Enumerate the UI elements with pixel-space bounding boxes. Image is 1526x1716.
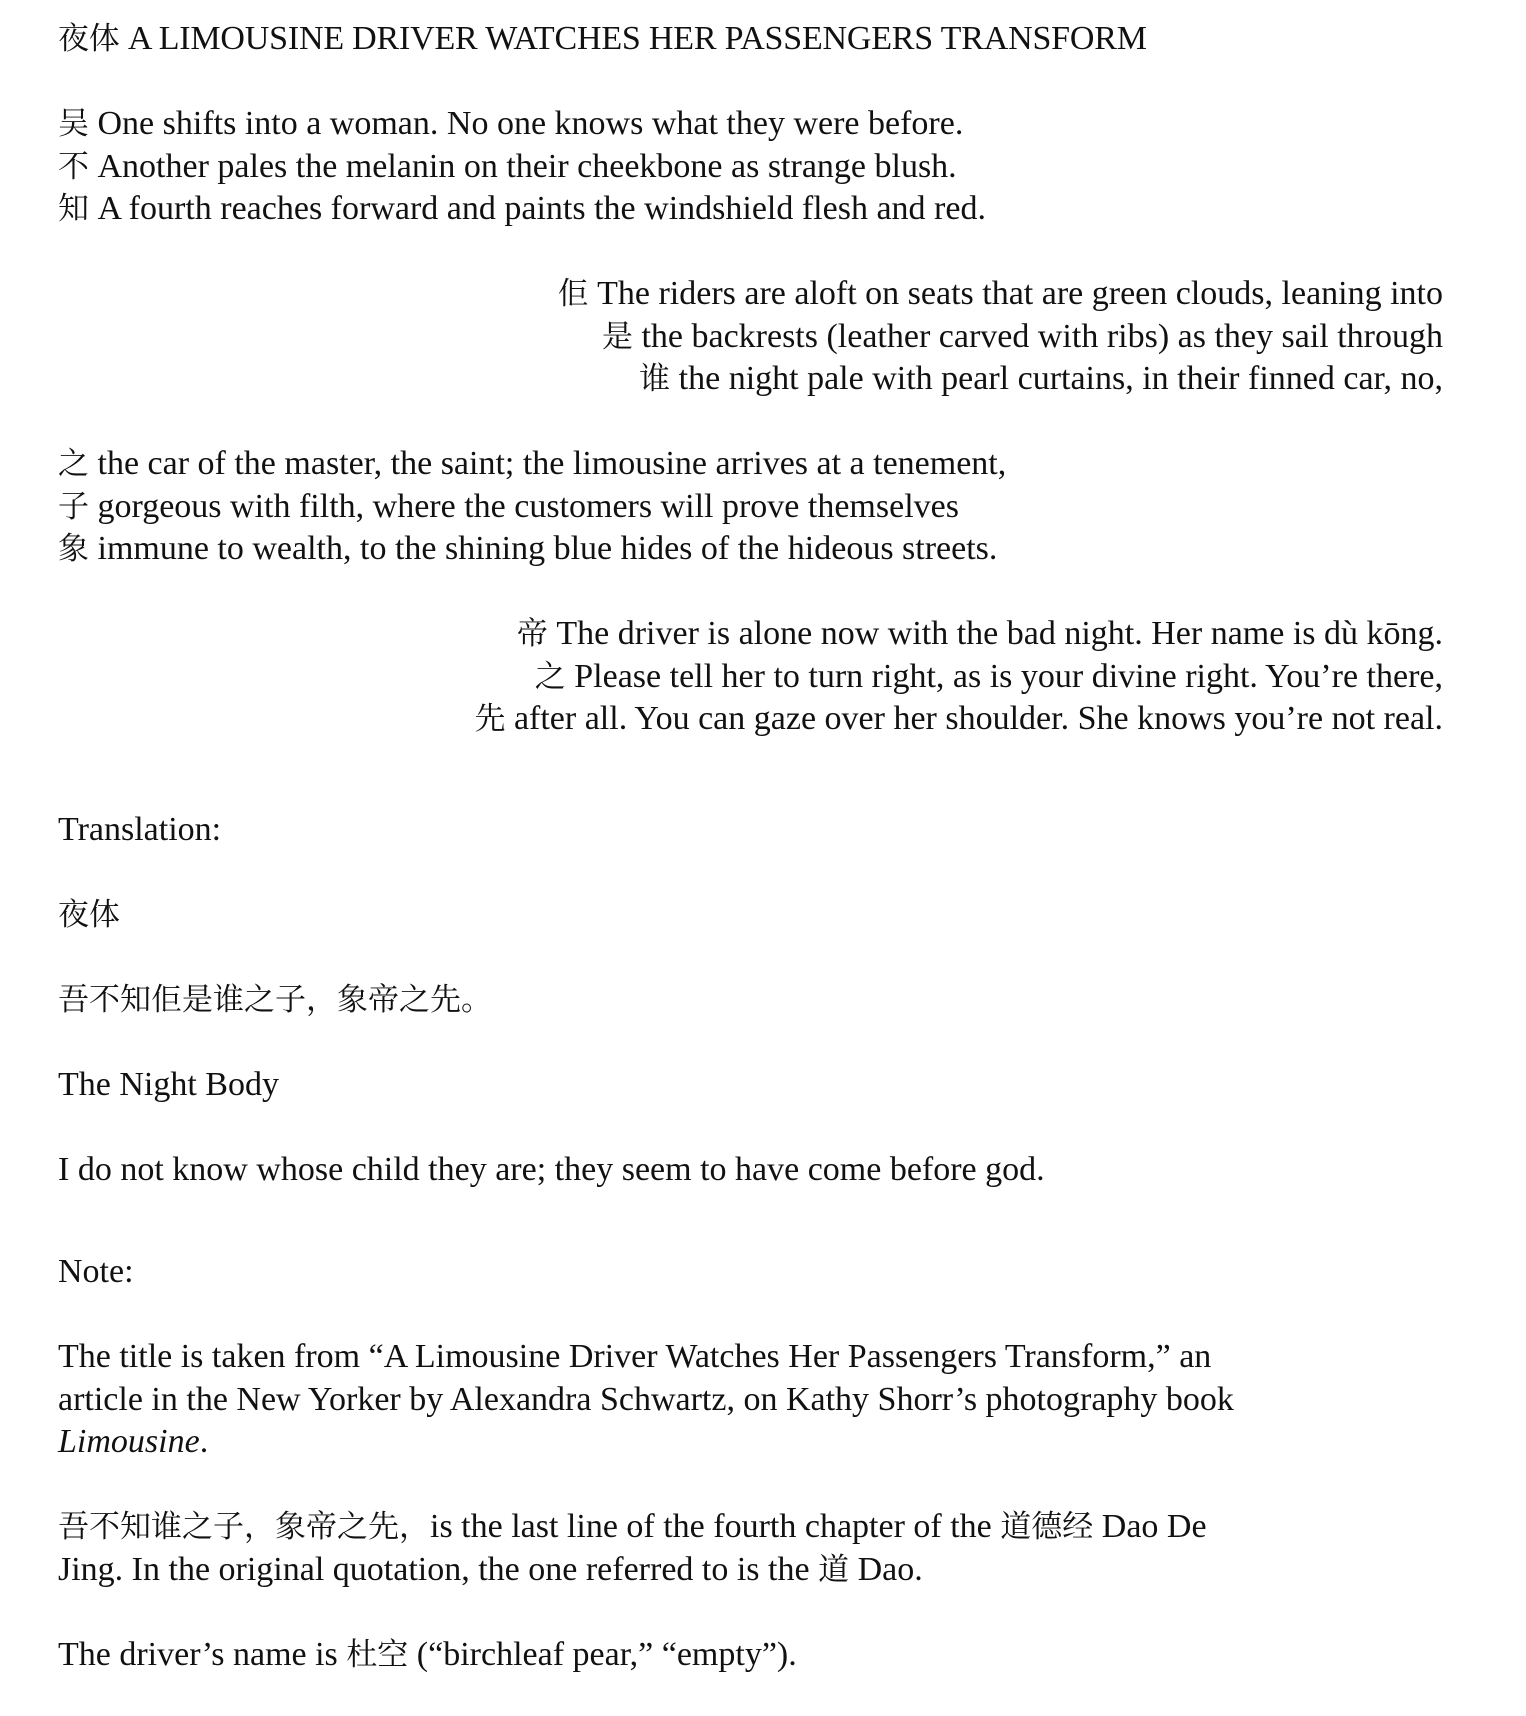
poem-line xyxy=(58,443,1443,486)
line-char: 之 xyxy=(534,658,566,695)
note-paragraph-3 xyxy=(58,1634,1443,1677)
driver-name-chinese: 杜空 xyxy=(346,1636,409,1673)
line-char: 知 xyxy=(58,191,89,227)
line-text: after all. You can gaze over her shoulder. She knows you’re not real. xyxy=(513,700,1443,737)
title-chinese: 夜体 xyxy=(58,21,120,57)
poem-line xyxy=(58,698,1443,741)
note-line xyxy=(58,1506,1443,1549)
line-text: the car of the master, the saint; the limousine arrives at a tenement, xyxy=(97,445,1007,482)
poem-line xyxy=(58,188,1443,231)
note-text: The driver’s name is xyxy=(58,1635,338,1673)
note-text: Jing. In the original quotation, the one referred to is the xyxy=(58,1550,810,1588)
stanza-1 xyxy=(58,103,1443,231)
note-text: Dao. xyxy=(857,1550,923,1588)
poem-line xyxy=(58,486,1443,529)
line-text: the backrests (leather carved with ribs) as they sail through xyxy=(641,317,1443,355)
note-line: article in the New Yorker by Alexandra Schwartz, on Kathy Shorr’s photography book xyxy=(58,1380,1234,1418)
note-paragraph-2 xyxy=(58,1506,1443,1591)
line-text: Another pales the melanin on their cheekbone as strange blush. xyxy=(97,147,957,185)
dao-de-jing-chinese: 道德经 xyxy=(1000,1509,1094,1545)
poem-title xyxy=(58,18,1443,61)
stanza-3 xyxy=(58,443,1443,571)
poem-line xyxy=(58,656,1443,699)
note-text: Dao De xyxy=(1101,1508,1207,1545)
translation-line-chinese: 吾不知佢是谁之子，象帝之先。 xyxy=(58,981,492,1018)
line-text: The driver is alone now with the bad night. Her name is dù kōng. xyxy=(556,615,1443,652)
poem-line xyxy=(58,146,1443,189)
translation-title-english: The Night Body xyxy=(58,1065,279,1103)
line-text: One shifts into a woman. No one knows what they were before. xyxy=(97,105,964,142)
translation-line-english: I do not know whose child they are; they seem to have come before god. xyxy=(58,1150,1045,1188)
line-text: gorgeous with filth, where the customers will prove themselves xyxy=(97,487,959,525)
note-paragraph-1 xyxy=(58,1336,1443,1464)
line-char: 佢 xyxy=(557,276,589,312)
poem-line xyxy=(58,358,1443,401)
line-text: immune to wealth, to the shining blue hides of the hideous streets. xyxy=(97,530,998,567)
document-page xyxy=(58,18,1443,1676)
line-char: 是 xyxy=(601,318,633,355)
stanza-4 xyxy=(58,613,1443,741)
note-text: (“birchleaf pear,” “empty”). xyxy=(416,1635,797,1673)
translation-section xyxy=(58,809,1443,1192)
line-char: 帝 xyxy=(516,616,548,652)
line-text: A fourth reaches forward and paints the windshield flesh and red. xyxy=(97,190,986,227)
translation-heading: Translation: xyxy=(58,810,222,848)
line-char: 不 xyxy=(58,148,89,185)
line-text: The riders are aloft on seats that are green clouds, leaning into xyxy=(597,275,1443,312)
poem-line xyxy=(58,316,1443,359)
line-char: 先 xyxy=(474,701,506,737)
line-text: Please tell her to turn right, as is your divine right. You’re there, xyxy=(574,657,1443,695)
line-char: 谁 xyxy=(639,361,671,397)
line-char: 子 xyxy=(58,488,89,525)
line-char: 之 xyxy=(58,446,89,482)
poem-line xyxy=(58,103,1443,146)
translation-title-chinese: 夜体 xyxy=(58,896,120,933)
poem-line xyxy=(58,613,1443,656)
book-title: Limousine xyxy=(58,1423,200,1460)
note-text: . xyxy=(199,1423,209,1460)
note-section xyxy=(58,1251,1443,1676)
note-line: The title is taken from “A Limousine Driver Watches Her Passengers Transform,” an xyxy=(58,1338,1212,1375)
line-text: the night pale with pearl curtains, in their finned car, no, xyxy=(678,360,1443,397)
poem-line xyxy=(58,528,1443,571)
note-line xyxy=(58,1549,1443,1592)
note-heading: Note: xyxy=(58,1253,134,1290)
quote-chinese: 吾不知谁之子，象帝之先， xyxy=(58,1509,430,1545)
note-line xyxy=(58,1421,1443,1464)
dao-chinese: 道 xyxy=(818,1551,850,1588)
note-text: is the last line of the fourth chapter of the xyxy=(430,1508,992,1545)
poem-line xyxy=(58,273,1443,316)
stanza-2 xyxy=(58,273,1443,401)
line-char: 吴 xyxy=(58,106,89,142)
title-text: A LIMOUSINE DRIVER WATCHES HER PASSENGERS TRANSFORM xyxy=(127,20,1147,57)
line-char: 象 xyxy=(58,531,89,567)
